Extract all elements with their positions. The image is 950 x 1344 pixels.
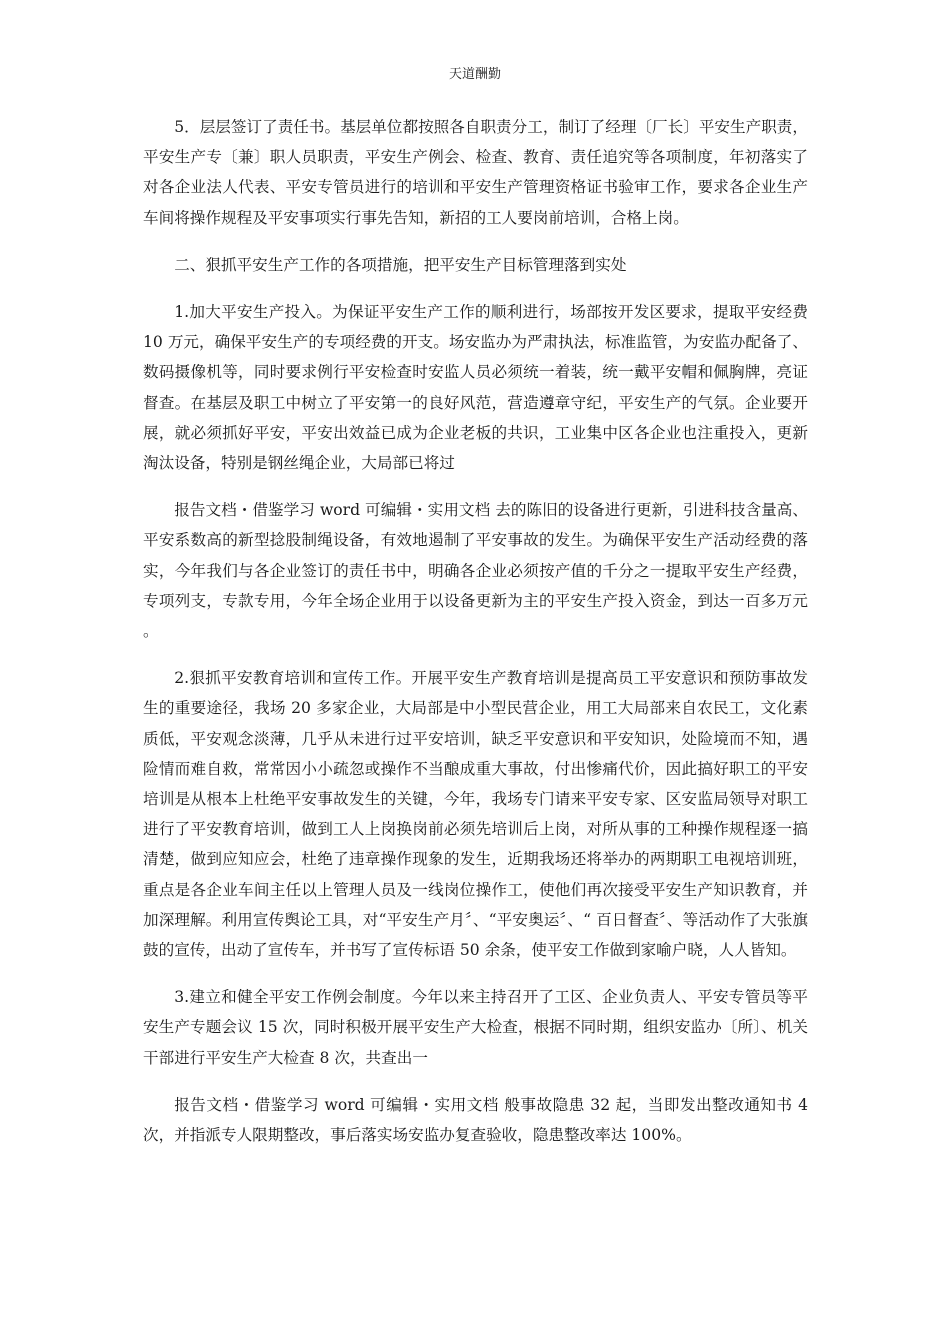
document-body: [143, 112, 808, 1167]
paragraph-safety-investment: 1.加大平安生产投入。为保证平安生产工作的顺利进行，场部按开发区要求，提取平安经费 10 万元，确保平安生产的专项经费的开支。场安监办为严肃执法，标准监管，为安监办配备了、数码摄像机等，同时要求例行平安检查时安监人员必须统一着装，统一戴平安帽和佩胸牌，亮证督查。在基层及职工中树立了平安第一的良好风范，营造遵章守纪，平安生产的气氛。企业要开展，就必须抓好平安，平安出效益已成为企业老板的共识，工业集中区各企业也注重投入，更新淘汰设备，特别是钢丝绳企业，大局部已将过: [143, 303, 808, 473]
paragraph-responsibility-letters: 5．层层签订了责任书。基层单位都按照各自职责分工，制订了经理〔厂长〕平安生产职责，平安生产专〔兼〕职人员职责，平安生产例会、检查、教育、责任追究等各项制度，年初落实了对各企业法人代表、平安专管员进行的培训和平安生产管理资格证书验审工作，要求各企业生产车间将操作规程及平安事项实行事先告知，新招的工人要岗前培训，合格上岗。: [143, 118, 808, 227]
section-heading-measures: 二、狠抓平安生产工作的各项措施，把平安生产目标管理落到实处: [174, 255, 627, 274]
page-header-title: 天道酬勤: [448, 67, 501, 82]
paragraph-equipment-update: 报告文档・借鉴学习 word 可编辑・实用文档 去的陈旧的设备进行更新，引进科技含量高、平安系数高的新型捻股制绳设备，有效地遏制了平安事故的发生。为确保平安生产活动经费的落实，今年我们与各企业签订的责任书中，明确各企业必须按产值的千分之一提取平安生产经费，专项列支，专款专用，今年全场企业用于以设备更新为主的平安生产投入资金，到达一百多万元。: [143, 501, 808, 641]
paragraph-education-training: 2.狠抓平安教育培训和宣传工作。开展平安生产教育培训是提高员工平安意识和预防事故发生的重要途径，我场 20 多家企业，大局部是中小型民营企业，用工大局部来自农民工，文化素质低，平安观念淡薄，几乎从未进行过平安培训，缺乏平安意识和平安知识，处险境而不知，遇险情而难自救，常常因小小疏忽或操作不当酿成重大事故，付出惨痛代价，因此搞好职工的平安培训是从根本上杜绝平安事故发生的关键，今年，我场专门请来平安专家、区安监局领导对职工进行了平安教育培训，做到工人上岗换岗前必须先培训后上岗，对所从事的工种操作规程逐一搞清楚，做到应知应会，杜绝了违章操作现象的发生，近期我场还将举办的两期职工电视培训班，重点是各企业车间主任以上管理人员及一线岗位操作工，使他们再次接受平安生产知识教育，并加深理解。利用宣传舆论工具，对“平安生产月〞、“平安奥运〞、“ 百日督查〞、等活动作了大张旗鼓的宣传，出动了宣传车，并书写了宣传标语 50 余条，使平安工作做到家喻户晓，人人皆知。: [143, 669, 808, 960]
paragraph-meeting-system: 3.建立和健全平安工作例会制度。今年以来主持召开了工区、企业负责人、平安专管员等平安生产专题会议 15 次，同时积极开展平安生产大检查，根据不同时期，组织安监办〔所〕、机关干部进行平安生产大检查 8 次，共查出一: [143, 988, 808, 1067]
paragraph-hazard-rectification: 报告文档・借鉴学习 word 可编辑・实用文档 般事故隐患 32 起，当即发出整改通知书 4 次，并指派专人限期整改，事后落实场安监办复查验收，隐患整改率达 100%。: [143, 1095, 808, 1145]
